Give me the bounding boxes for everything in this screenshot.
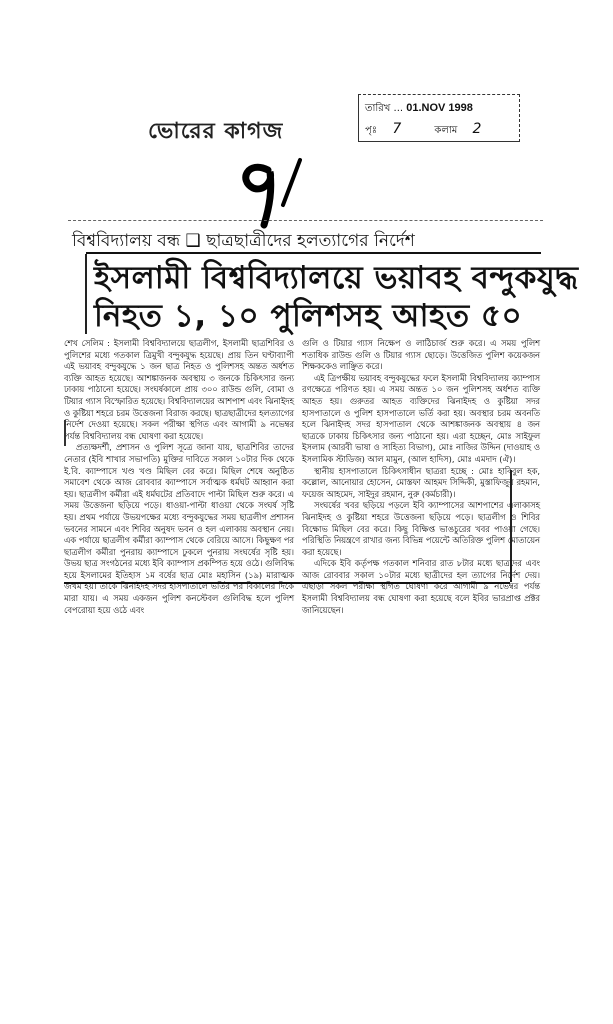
article-column-left [64, 338, 294, 616]
handwritten-mark [228, 150, 318, 230]
article-paragraph: সংঘর্ষের খবর ছড়িয়ে পড়লে ইবি ক্যাম্পাসের আশপাশের এলাকাসহ ঝিনাইদহ ও কুষ্টিয়া শহরে উত্তেজনা ছড়িয়ে পড়ে। ছাত্রলীগ ও শিবির বিক্ষোভ মিছিল বের করে। কিছু বিক্ষিপ্ত ভাঙচুরের খবর পাওয়া গেছে। পরিস্থিতি নিয়ন্ত্রণে রাখার জন্য বিভিন্ন পয়েন্টে অতিরিক্ত পুলিশ মোতায়েন করা হয়েছে। [302, 500, 540, 557]
headline-line-1: ইসলামী বিশ্ববিদ্যালয়ে ভয়াবহ বন্দুকযুদ্ধ [94, 260, 579, 296]
clipping-bottom-edge [64, 582, 510, 584]
stamp-date-value: 01.NOV 1998 [406, 102, 473, 114]
clipping-right-edge [510, 470, 512, 582]
stamp-column-label: কলাম [434, 125, 458, 136]
headline-side-rule [85, 254, 87, 334]
article-kicker: বিশ্ববিদ্যালয় বন্ধ ❑ ছাত্রছাত্রীদের হলত্যাগের নির্দেশ [72, 231, 415, 251]
article-paragraph: এদিকে ইবি কর্তৃপক্ষ গতকাল শনিবার রাত ৮টার মধ্যে ছাত্রদের এবং আজ রোববার সকাল ১০টার মধ্যে ছাত্রীদের হল ত্যাগের নির্দেশ দেয়। এছাড়া সকল পরীক্ষা স্থগিত ঘোষণা করে আগামী ৯ নভেম্বর পর্যন্ত ইসলামী বিশ্ববিদ্যালয় বন্ধ ঘোষণা করা হয়েছে বলে ইবির ভারপ্রাপ্ত প্রক্টর জানিয়েছেন। [302, 558, 540, 615]
stamp-column-value: 2 [472, 121, 482, 137]
archive-stamp [358, 94, 520, 142]
article-paragraph: প্রত্যক্ষদর্শী, প্রশাসন ও পুলিশ সূত্রে জানা যায়, ছাত্রশিবির তাদের নেতার (ইবি শাখার সভাপতি) মুক্তির দাবিতে সকাল ১০টার দিক থেকে ই.বি. ক্যাম্পাসে খণ্ড খণ্ড মিছিল বের করে। মিছিল শেষে অনুষ্ঠিত সমাবেশ থেকে আজ রোববার ক্যাম্পাসে সর্বাত্মক ধর্মঘট আহ্বান করা হয়। ছাত্রলীগ কর্মীরা এই ধর্মঘটের প্রতিবাদে পাল্টা মিছিল শুরু করে। এ সময় উত্তেজনা ছড়িয়ে পড়ে। ধাওয়া-পাল্টা ধাওয়া থেকে সংঘর্ষ সৃষ্টি হয়। প্রথম পর্যায়ে উভয়পক্ষের মধ্যে বন্দুকযুদ্ধের সময় ছাত্রলীগ প্রশাসন ভবনের সামনে এবং শিবির অনুষদ ভবন ও হল এলাকায় অবস্থান নেয়। এক পর্যায়ে ছাত্রলীগ কর্মীরা ক্যাম্পাস থেকে বেরিয়ে আসে। কিছুক্ষণ পর ছাত্রলীগ কর্মীরা পুনরায় ক্যাম্পাসে ঢুকলে পুনরায় সংঘর্ষের সৃষ্টি হয়। উভয় ছাত্র সংগঠনের মধ্যে ইবি ক্যাম্পাস প্রকম্পিত হয়ে ওঠে। গুলিবিদ্ধ হয়ে ইসলামের ইতিহাস ১ম বর্ষের ছাত্র মোঃ মহাসিন (১৯) মারাত্মক জখম হয়। তাকে ঝিনাইদহ সদর হাসপাতালে ভর্তির পর বিকালের দিকে মারা যায়। এ সময় একজন পুলিশ কনস্টেবল গুলিবিদ্ধ হলে পুলিশ বেপরোয়া হয়ে ওঠে এবং [64, 442, 294, 615]
headline-line-2: নিহত ১, ১০ পুলিশসহ আহত ৫০ [94, 298, 523, 334]
clipping-edge-mark [64, 420, 66, 446]
stamp-page-value: 7 [392, 121, 402, 137]
stamp-page-label: পৃঃ [365, 125, 378, 136]
newspaper-masthead: ভোরের কাগজ [148, 118, 284, 144]
stamp-date-label: তারিখ ... [365, 103, 404, 114]
article-paragraph: স্থানীয় হাসপাতালে চিকিৎসাধীন ছাত্ররা হচ্ছে : মোঃ হাবিবুল হক, কল্লোল, আনোয়ার হোসেন, মোস্তফা আহমদ সিদ্দিকী, মুস্তাফিজুর রহমান, ফয়েজ আহমেদ, সাইদুর রহমান, নুরু (কর্মচারী)। [302, 465, 540, 499]
article-column-right [302, 338, 540, 616]
article-paragraph: শেখ সেলিম : ইসলামী বিশ্ববিদ্যালয়ে ছাত্রলীগ, ইসলামী ছাত্রশিবির ও পুলিশের মধ্যে গতকাল ত্রিমুখী বন্দুকযুদ্ধ হয়েছে। প্রায় তিন ঘণ্টাব্যাপী এই ভয়াবহ বন্দুকযুদ্ধে ১ জন ছাত্র নিহত ও পুলিশসহ অন্তত অর্ধশত ব্যক্তি আহত হয়েছে। আশঙ্কাজনক অবস্থায় ৩ জনকে চিকিৎসার জন্য ঢাকায় পাঠানো হয়েছে। সংঘর্ষকালে প্রায় ৩০০ রাউন্ড গুলি, বোমা ও টিয়ার গ্যাস বিস্ফোরিত হয়েছে। বিশ্ববিদ্যালয়ের আশপাশ এবং ঝিনাইদহ ও কুষ্টিয়া শহরে চরম উত্তেজনা বিরাজ করছে। ছাত্রছাত্রীদের হলত্যাগের নির্দেশ দেওয়া হয়েছে। সকল পরীক্ষা স্থগিত এবং আগামী ৯ নভেম্বর পর্যন্ত বিশ্ববিদ্যালয় বন্ধ ঘোষণা করা হয়েছে। [64, 338, 294, 441]
article-paragraph: এই ত্রিপক্ষীয় ভয়াবহ বন্দুকযুদ্ধের ফলে ইসলামী বিশ্ববিদ্যালয় ক্যাম্পাস রণক্ষেত্রে পরিণত হয়। এ সময় অন্তত ১০ জন পুলিশসহ অর্ধশত ব্যক্তি আহত হয়। গুরুতর আহত ব্যক্তিদের ঝিনাইদহ ও কুষ্টিয়া সদর হাসপাতালে ও পুলিশ হাসপাতালে ভর্তি করা হয়। অবস্থার চরম অবনতি হলে ঝিনাইদহ সদর হাসপাতাল থেকে আশঙ্কাজনক অবস্থায় ৪ জন ছাত্রকে ঢাকায় চিকিৎসার জন্য পাঠানো হয়। এরা হচ্ছেন, মোঃ সাইফুল ইসলাম (আরবী ভাষা ও সাহিত্য বিভাগ), মোঃ নাজির উদ্দিন (দাওয়াহ ও ইসলামিক স্টাডিজ) আল মামুন, (আল হাদিস), মোঃ এমদাদ (ঐ)। [302, 372, 540, 464]
article-paragraph: গুলি ও টিয়ার গ্যাস নিক্ষেপ ও লাঠিচার্জ শুরু করে। এ সময় পুলিশ শতাধিক রাউন্ড গুলি ও টিয়ার গ্যাস ছোড়ে। উত্তেজিত পুলিশ কয়েকজন শিক্ষককেও লাঞ্ছিত করে। [302, 338, 540, 372]
stamp-date-row [365, 101, 473, 118]
top-divider [68, 220, 543, 221]
stamp-page-row [365, 121, 481, 140]
